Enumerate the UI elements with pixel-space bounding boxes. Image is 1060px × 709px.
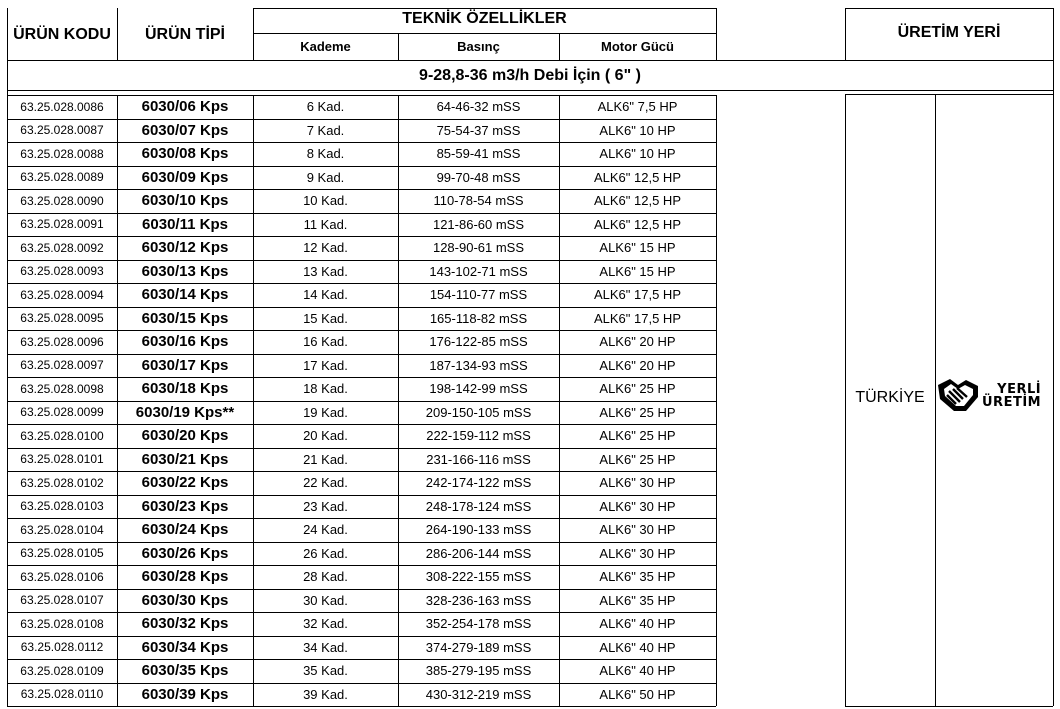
table-row	[0, 283, 716, 307]
table-row	[0, 471, 716, 495]
handshake-icon	[936, 377, 980, 415]
grid-line	[7, 495, 716, 496]
cell-motor: ALK6" 10 HP	[599, 122, 676, 138]
grid-line	[117, 8, 118, 60]
cell-stage: 24 Kad.	[303, 522, 348, 538]
cell-pressure: 198-142-99 mSS	[429, 381, 528, 397]
cell-pressure: 128-90-61 mSS	[432, 240, 525, 256]
table-row	[0, 307, 716, 331]
cell-type: 6030/09 Kps	[141, 168, 229, 186]
table-row	[0, 401, 716, 425]
grid-line	[7, 142, 716, 143]
cell-motor: ALK6" 50 HP	[599, 686, 676, 702]
grid-line	[7, 448, 716, 449]
cell-pressure: 143-102-71 mSS	[429, 263, 528, 279]
cell-motor: ALK6" 17,5 HP	[593, 310, 681, 326]
cell-code: 63.25.028.0101	[20, 452, 104, 467]
grid-line	[7, 189, 716, 190]
cell-stage: 21 Kad.	[303, 451, 348, 467]
table-row	[0, 236, 716, 260]
grid-line	[7, 471, 716, 472]
cell-motor: ALK6" 25 HP	[599, 428, 676, 444]
cell-code: 63.25.028.0096	[20, 334, 104, 349]
table-row	[0, 142, 716, 166]
cell-pressure: 176-122-85 mSS	[429, 334, 528, 350]
cell-code: 63.25.028.0102	[20, 475, 104, 490]
cell-code: 63.25.028.0103	[20, 499, 104, 514]
grid-line	[7, 424, 716, 425]
table-row	[0, 95, 716, 119]
grid-line	[398, 33, 399, 60]
cell-code: 63.25.028.0094	[20, 287, 104, 302]
cell-motor: ALK6" 15 HP	[599, 263, 676, 279]
header-urun-tipi: ÜRÜN TİPİ	[145, 26, 225, 43]
grid-line	[7, 354, 716, 355]
cell-motor: ALK6" 30 HP	[599, 498, 676, 514]
cell-code: 63.25.028.0109	[20, 663, 104, 678]
cell-pressure: 286-206-144 mSS	[425, 545, 532, 561]
cell-stage: 16 Kad.	[303, 334, 348, 350]
cell-pressure: 154-110-77 mSS	[429, 287, 528, 303]
grid-line	[559, 33, 560, 60]
cell-type: 6030/10 Kps	[141, 192, 229, 210]
cell-pressure: 222-159-112 mSS	[426, 428, 531, 444]
table-row	[0, 495, 716, 519]
grid-line	[7, 401, 716, 402]
cell-stage: 30 Kad.	[303, 592, 348, 608]
cell-type: 6030/14 Kps	[141, 286, 229, 304]
cell-code: 63.25.028.0097	[20, 358, 104, 373]
cell-type: 6030/17 Kps	[141, 356, 229, 374]
cell-stage: 13 Kad.	[303, 263, 348, 279]
cell-pressure: 374-279-189 mSS	[425, 639, 532, 655]
cell-code: 63.25.028.0110	[20, 687, 104, 702]
cell-pressure: 231-166-116 mSS	[426, 451, 531, 467]
cell-motor: ALK6" 20 HP	[599, 357, 676, 373]
cell-stage: 18 Kad.	[303, 381, 348, 397]
cell-motor: ALK6" 20 HP	[599, 334, 676, 350]
cell-motor: ALK6" 12,5 HP	[593, 216, 681, 232]
grid-line	[845, 8, 1053, 9]
grid-line	[7, 8, 8, 706]
cell-code: 63.25.028.0112	[20, 640, 104, 655]
cell-pressure: 187-134-93 mSS	[429, 357, 528, 373]
cell-type: 6030/32 Kps	[141, 615, 229, 633]
table-row	[0, 612, 716, 636]
cell-stage: 34 Kad.	[303, 639, 348, 655]
cell-pressure: 308-222-155 mSS	[425, 569, 532, 585]
cell-code: 63.25.028.0092	[20, 240, 104, 255]
cell-code: 63.25.028.0107	[20, 593, 104, 608]
table-row	[0, 377, 716, 401]
cell-code: 63.25.028.0108	[20, 616, 104, 631]
grid-line	[7, 636, 716, 637]
grid-line	[7, 307, 716, 308]
cell-pressure: 328-236-163 mSS	[425, 592, 532, 608]
grid-line	[845, 94, 1053, 95]
cell-type: 6030/19 Kps**	[135, 403, 235, 421]
cell-type: 6030/15 Kps	[141, 309, 229, 327]
grid-line	[7, 377, 716, 378]
header-kademe: Kademe	[300, 38, 351, 54]
cell-stage: 23 Kad.	[303, 498, 348, 514]
cell-pressure: 75-54-37 mSS	[436, 122, 521, 138]
cell-stage: 14 Kad.	[303, 287, 348, 303]
section-title: 9-28,8-36 m3/h Debi İçin ( 6" )	[419, 67, 641, 84]
table-row	[0, 166, 716, 190]
grid-line	[845, 706, 1053, 707]
cell-stage: 17 Kad.	[303, 357, 348, 373]
cell-pressure: 165-118-82 mSS	[429, 310, 528, 326]
grid-line	[7, 166, 716, 167]
cell-motor: ALK6" 35 HP	[599, 592, 676, 608]
cell-code: 63.25.028.0090	[20, 193, 104, 208]
grid-line	[7, 283, 716, 284]
cell-type: 6030/06 Kps	[141, 98, 229, 116]
table-row	[0, 565, 716, 589]
badge-line2: ÜRETİM	[982, 395, 1042, 410]
cell-type: 6030/12 Kps	[141, 239, 229, 257]
cell-code: 63.25.028.0089	[20, 170, 104, 185]
cell-motor: ALK6" 30 HP	[599, 545, 676, 561]
cell-type: 6030/23 Kps	[141, 497, 229, 515]
cell-stage: 12 Kad.	[303, 240, 348, 256]
cell-pressure: 110-78-54 mSS	[433, 193, 524, 209]
header-urun-kodu: ÜRÜN KODU	[13, 26, 111, 43]
grid-line	[7, 90, 1053, 91]
cell-stage: 6 Kad.	[306, 99, 345, 115]
grid-line	[7, 330, 716, 331]
cell-stage: 9 Kad.	[306, 169, 345, 185]
cell-motor: ALK6" 25 HP	[599, 404, 676, 420]
grid-line	[845, 94, 846, 706]
header-motor-gucu: Motor Gücü	[601, 38, 674, 54]
cell-pressure: 352-254-178 mSS	[425, 616, 532, 632]
cell-motor: ALK6" 40 HP	[599, 663, 676, 679]
header-uretim-yeri: ÜRETİM YERİ	[897, 24, 1001, 41]
cell-type: 6030/28 Kps	[141, 568, 229, 586]
cell-type: 6030/07 Kps	[141, 121, 229, 139]
grid-line	[7, 589, 716, 590]
cell-motor: ALK6" 30 HP	[599, 522, 676, 538]
grid-line	[7, 260, 716, 261]
grid-line	[7, 565, 716, 566]
cell-stage: 7 Kad.	[306, 122, 345, 138]
cell-type: 6030/16 Kps	[141, 333, 229, 351]
badge-text	[982, 383, 1041, 409]
cell-code: 63.25.028.0099	[20, 405, 104, 420]
production-place: TÜRKİYE	[855, 389, 925, 406]
grid-line	[7, 518, 716, 519]
grid-line	[716, 8, 717, 60]
cell-type: 6030/22 Kps	[141, 474, 229, 492]
cell-stage: 35 Kad.	[303, 663, 348, 679]
cell-type: 6030/13 Kps	[141, 262, 229, 280]
cell-type: 6030/11 Kps	[142, 215, 228, 233]
grid-line	[253, 33, 716, 34]
cell-motor: ALK6" 25 HP	[599, 381, 676, 397]
cell-pressure: 430-312-219 mSS	[425, 686, 532, 702]
cell-type: 6030/08 Kps	[141, 145, 229, 163]
cell-motor: ALK6" 15 HP	[599, 240, 676, 256]
cell-code: 63.25.028.0098	[20, 381, 104, 396]
cell-code: 63.25.028.0095	[20, 311, 104, 326]
badge-line1: YERLİ	[997, 382, 1042, 397]
cell-stage: 10 Kad.	[303, 193, 348, 209]
cell-pressure: 85-59-41 mSS	[436, 146, 521, 162]
cell-pressure: 121-86-60 mSS	[432, 216, 525, 232]
cell-code: 63.25.028.0093	[20, 264, 104, 279]
cell-motor: ALK6" 40 HP	[599, 616, 676, 632]
cell-stage: 19 Kad.	[303, 404, 348, 420]
grid-line	[253, 8, 254, 60]
grid-line	[716, 95, 717, 706]
table-row	[0, 683, 716, 707]
cell-pressure: 99-70-48 mSS	[436, 169, 521, 185]
cell-motor: ALK6" 17,5 HP	[593, 287, 681, 303]
cell-motor: ALK6" 25 HP	[599, 451, 676, 467]
cell-type: 6030/18 Kps	[141, 380, 229, 398]
cell-stage: 8 Kad.	[306, 146, 345, 162]
table-row	[0, 589, 716, 613]
cell-motor: ALK6" 40 HP	[599, 639, 676, 655]
table-row	[0, 518, 716, 542]
cell-stage: 11 Kad.	[303, 216, 348, 232]
cell-type: 6030/20 Kps	[141, 427, 229, 445]
cell-type: 6030/21 Kps	[141, 450, 229, 468]
table-row	[0, 354, 716, 378]
cell-code: 63.25.028.0087	[20, 123, 104, 138]
cell-motor: ALK6" 35 HP	[599, 569, 676, 585]
cell-stage: 39 Kad.	[303, 686, 348, 702]
grid-line	[7, 119, 716, 120]
cell-motor: ALK6" 12,5 HP	[593, 193, 681, 209]
cell-motor: ALK6" 30 HP	[599, 475, 676, 491]
grid-line	[7, 706, 716, 707]
cell-code: 63.25.028.0100	[20, 428, 104, 443]
cell-code: 63.25.028.0086	[20, 99, 104, 114]
table-row	[0, 448, 716, 472]
cell-type: 6030/39 Kps	[141, 685, 229, 703]
cell-stage: 15 Kad.	[303, 310, 348, 326]
cell-code: 63.25.028.0088	[20, 146, 104, 161]
grid-line	[7, 612, 716, 613]
table-row	[0, 119, 716, 143]
cell-code: 63.25.028.0104	[20, 522, 104, 537]
grid-line	[7, 213, 716, 214]
table-row	[0, 213, 716, 237]
cell-code: 63.25.028.0105	[20, 546, 104, 561]
cell-stage: 22 Kad.	[303, 475, 348, 491]
cell-pressure: 248-178-124 mSS	[425, 498, 532, 514]
grid-line	[253, 8, 716, 9]
table-row	[0, 424, 716, 448]
cell-stage: 28 Kad.	[303, 569, 348, 585]
grid-line	[253, 95, 254, 706]
table-row	[0, 189, 716, 213]
cell-type: 6030/35 Kps	[141, 662, 229, 680]
cell-pressure: 64-46-32 mSS	[436, 99, 521, 115]
table-row	[0, 542, 716, 566]
grid-line	[7, 95, 716, 96]
cell-pressure: 385-279-195 mSS	[425, 663, 532, 679]
cell-pressure: 242-174-122 mSS	[425, 475, 532, 491]
grid-line	[935, 94, 936, 706]
cell-code: 63.25.028.0091	[20, 217, 104, 232]
grid-line	[117, 95, 118, 706]
cell-stage: 20 Kad.	[303, 428, 348, 444]
grid-line	[7, 60, 1053, 61]
grid-line	[7, 659, 716, 660]
cell-stage: 32 Kad.	[303, 616, 348, 632]
grid-line	[845, 8, 846, 60]
cell-motor: ALK6" 12,5 HP	[593, 169, 681, 185]
grid-line	[7, 683, 716, 684]
cell-type: 6030/34 Kps	[141, 638, 229, 656]
grid-line	[7, 542, 716, 543]
cell-pressure: 209-150-105 mSS	[425, 404, 532, 420]
cell-pressure: 264-190-133 mSS	[425, 522, 532, 538]
cell-code: 63.25.028.0106	[20, 569, 104, 584]
grid-line	[1053, 8, 1054, 706]
table-row	[0, 659, 716, 683]
cell-motor: ALK6" 7,5 HP	[597, 99, 678, 115]
cell-type: 6030/24 Kps	[141, 521, 229, 539]
grid-line	[559, 95, 560, 706]
cell-type: 6030/26 Kps	[141, 544, 229, 562]
header-teknik-ozellikler: TEKNİK ÖZELLİKLER	[402, 10, 567, 27]
table-row	[0, 636, 716, 660]
cell-stage: 26 Kad.	[303, 545, 348, 561]
grid-line	[398, 95, 399, 706]
table-row	[0, 260, 716, 284]
grid-line	[7, 236, 716, 237]
header-basinc: Basınç	[457, 38, 500, 54]
cell-type: 6030/30 Kps	[141, 591, 229, 609]
table-row	[0, 330, 716, 354]
yerli-uretim-badge	[936, 375, 1050, 417]
cell-motor: ALK6" 10 HP	[599, 146, 676, 162]
